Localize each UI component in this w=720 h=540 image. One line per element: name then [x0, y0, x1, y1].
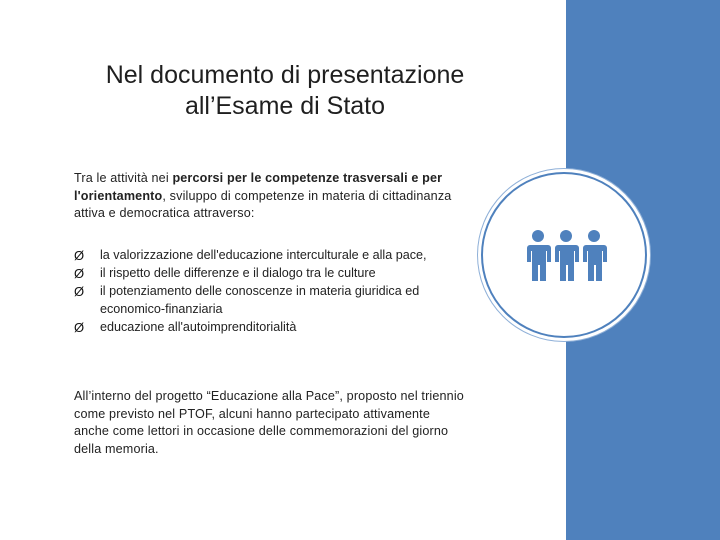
outro-paragraph: All’interno del progetto “Educazione alla Pace”, proposto nel triennio come previsto nel PTOF, alcuni hanno partecipato attivamente anche come lettori in occasione delle commemorazioni del giorno della memoria.	[74, 389, 464, 456]
bullet-text: educazione all'autoimprenditorialità	[100, 319, 297, 334]
group-of-people-icon	[524, 229, 608, 285]
arrow-bullet-icon: Ø	[74, 266, 85, 281]
list-item	[74, 265, 474, 283]
intro-text-bold: percorsi per le competenze trasversali e per l'orientamento	[74, 171, 443, 203]
arrow-bullet-icon: Ø	[74, 319, 85, 335]
list-item	[74, 247, 474, 265]
bullet-text: il rispetto delle differenze e il dialogo tra le culture	[100, 266, 376, 280]
bullet-text: il potenziamento delle conoscenze in materia giuridica ed economico-finanziaria	[100, 284, 420, 316]
arrow-bullet-icon: Ø	[74, 248, 85, 263]
bullet-text: la valorizzazione dell'educazione interculturale e alla pace,	[100, 248, 427, 262]
intro-text-part1: Tra le attività nei	[74, 171, 173, 185]
list-item	[74, 319, 474, 337]
arrow-bullet-icon: Ø	[74, 284, 85, 299]
list-item	[74, 283, 474, 318]
slide-title-line1: Nel documento di presentazione	[105, 61, 465, 89]
slide-title-line2: all’Esame di Stato	[184, 92, 386, 120]
slide-title	[60, 60, 510, 122]
intro-text-part2: , sviluppo di competenze in materia di cittadinanza attiva e democratica attraverso:	[74, 188, 452, 220]
bullet-list	[74, 247, 474, 337]
icon-circle	[481, 172, 647, 338]
intro-paragraph	[74, 170, 470, 223]
